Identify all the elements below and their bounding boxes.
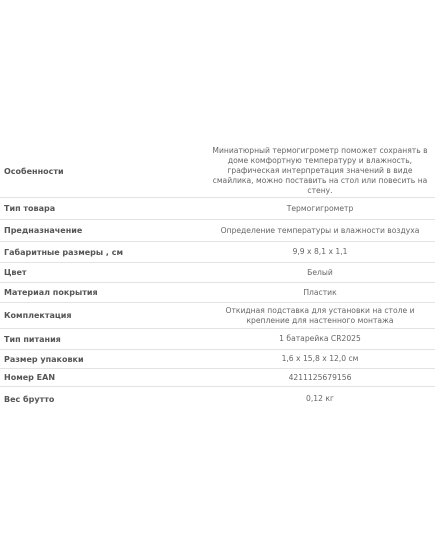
spec-value: Пластик bbox=[303, 287, 337, 297]
spec-row-ean bbox=[0, 369, 435, 387]
spec-value: Термогигрометр bbox=[286, 203, 354, 213]
spec-value: 9,9 х 8,1 х 1,1 bbox=[292, 247, 348, 256]
spec-value: 1,6 х 15,8 х 12,0 см bbox=[281, 354, 359, 363]
spec-row-color bbox=[0, 263, 435, 283]
spec-label: Тип питания bbox=[4, 334, 61, 344]
spec-row-purpose bbox=[0, 220, 435, 242]
spec-value: 0,12 кг bbox=[306, 394, 334, 403]
spec-label: Цвет bbox=[4, 268, 27, 277]
spec-row-power-type bbox=[0, 329, 435, 350]
spec-value: Определение температуры и влажности воздуха bbox=[220, 225, 420, 235]
spec-label: Размер упаковки bbox=[4, 354, 84, 364]
spec-value: Откидная подставка для установки на столе и крепление для настенного монтажа bbox=[225, 305, 415, 325]
spec-row-gross-weight bbox=[0, 387, 435, 411]
spec-label: Габаритные размеры , см bbox=[4, 247, 124, 257]
spec-label: Предназначение bbox=[4, 226, 83, 235]
spec-label: Вес брутто bbox=[4, 394, 55, 404]
specifications-table bbox=[0, 145, 435, 411]
spec-label: Тип товара bbox=[4, 204, 56, 213]
spec-label: Особенности bbox=[4, 166, 64, 176]
spec-label: Материал покрытия bbox=[4, 288, 98, 297]
spec-label: Номер EAN bbox=[4, 373, 56, 382]
spec-label: Комплектация bbox=[4, 311, 72, 320]
spec-row-features bbox=[0, 145, 435, 198]
spec-row-product-type bbox=[0, 198, 435, 220]
spec-row-package-size bbox=[0, 350, 435, 369]
spec-value: 1 батарейка CR2025 bbox=[279, 334, 361, 343]
spec-value: Миниатюрный термогигрометр поможет сохранять в доме комфортную температуру и влажность, графическая интерпретация значений в виде смайлика, можно поставить на стол или повесить на стену. bbox=[212, 146, 428, 195]
spec-row-package-contents bbox=[0, 303, 435, 329]
spec-row-dimensions bbox=[0, 242, 435, 263]
spec-value: Белый bbox=[307, 267, 333, 277]
spec-value: 4211125679156 bbox=[288, 372, 352, 382]
spec-row-material bbox=[0, 283, 435, 303]
